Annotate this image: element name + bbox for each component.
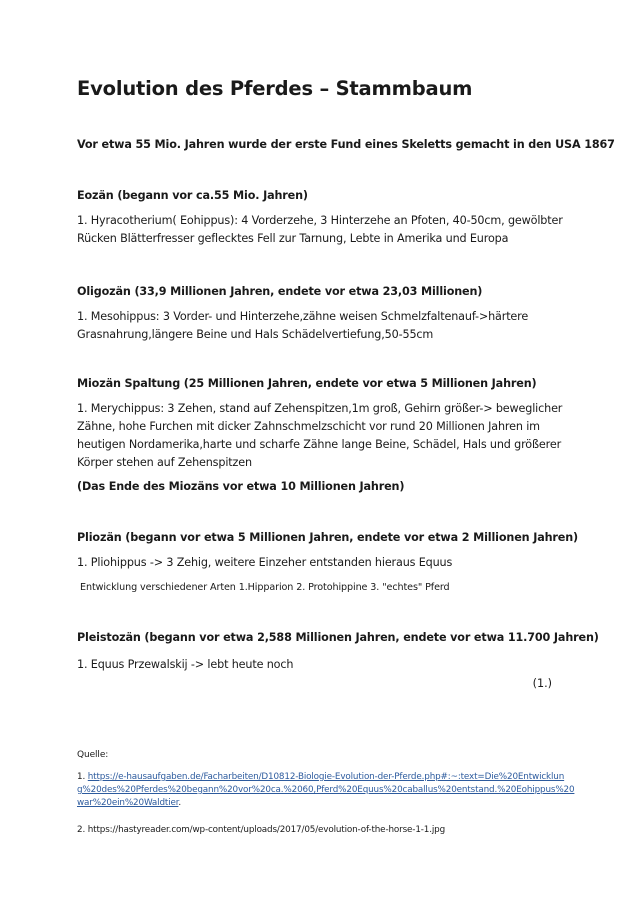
section-oligozaen-text: 1. Mesohippus: 3 Vorder- und Hinterzehe,zähne weisen Schmelzfaltenauf->härtere Grasnahrung,längere Beine und Hals Schädelvertiefung,50-55cm [77,310,529,341]
section-oligozaen-heading: Oligozän (33,9 Millionen Jahren, endete vor etwa 23,03 Millionen) [77,285,483,298]
section-miozaen-note: (Das Ende des Miozäns vor etwa 10 Millionen Jahren) [77,480,405,493]
intro-text: Vor etwa 55 Mio. Jahren wurde der erste Fund eines Skeletts gemacht in den USA 1867 [77,138,615,151]
section-pleistozaen-heading: Pleistozän (begann vor etwa 2,588 Millionen Jahren, endete vor etwa 11.700 Jahren) [77,631,599,644]
source-item-2 [77,824,577,837]
source-link-1[interactable]: https://e-hausaufgaben.de/Facharbeiten/D10812-Biologie-Evolution-der-Pferde.php#:~:text=Die%20Entwicklung%20des%20Pferdes%20begann%20vor%20ca.%2060,Pferd%20Equus%20caballus%20entstand.%20Eohippus%20war%20ein%20Waldtier [77,772,575,808]
page-title: Evolution des Pferdes – Stammbaum [77,77,473,100]
source-suffix: . [178,798,182,808]
section-pliozaen-extra: Entwicklung verschiedener Arten 1.Hipparion 2. Protohippine 3. "echtes" Pferd [80,582,450,593]
source-link-2[interactable]: https://hastyreader.com/wp-content/uploads/2017/05/evolution-of-the-horse-1-1.jpg [87,825,446,835]
section-miozaen-heading: Miozän Spaltung (25 Millionen Jahren, endete vor etwa 5 Millionen Jahren) [77,377,537,390]
section-eozaen-heading: Eozän (begann vor ca.55 Mio. Jahren) [77,189,308,202]
section-pliozaen-heading: Pliozän (begann vor etwa 5 Millionen Jahren, endete vor etwa 2 Millionen Jahren) [77,531,579,544]
source-item-1 [77,771,577,810]
sources-label: Quelle: [77,750,109,760]
source-number: 1. [77,772,86,782]
section-pliozaen-text: 1. Pliohippus -> 3 Zehig, weitere Einzeher entstanden hieraus Equus [77,556,453,569]
section-miozaen-text: 1. Merychippus: 3 Zehen, stand auf Zehenspitzen,1m groß, Gehirn größer-> beweglicher Zähne, hohe Furchen mit dicker Zahnschmelzschicht vor rund 20 Millionen Jahren im heutigen Nordamerika,harte und scharfe Zähne lange Beine, Schädel, Hals und größerer Körper stehen auf Zehenspitzen [77,402,563,469]
section-pleistozaen-text: 1. Equus Przewalskij -> lebt heute noch [77,658,294,671]
reference-marker: (1.) [532,677,552,690]
section-eozaen-text: 1. Hyracotherium( Eohippus): 4 Vorderzehe, 3 Hinterzehe an Pfoten, 40-50cm, gewölbter Rücken Blätterfresser geflecktes Fell zur Tarnung, Lebte in Amerika und Europa [77,214,563,245]
source-number: 2. [77,825,86,835]
